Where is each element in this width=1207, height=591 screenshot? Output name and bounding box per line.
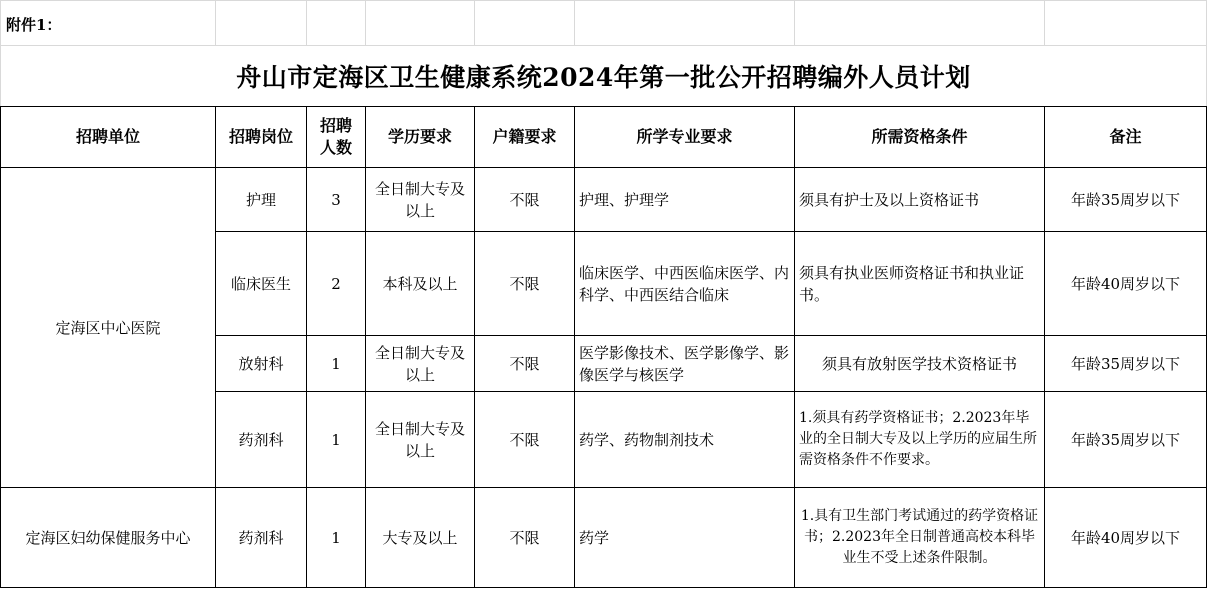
residence-cell: 不限 [475,488,575,588]
table-row [1,488,1207,588]
residence-cell: 不限 [475,392,575,488]
unit-cell: 定海区妇幼保健服务中心 [1,488,216,588]
education-cell: 全日制大专及以上 [366,392,475,488]
count-cell: 1 [307,336,366,392]
table-row [1,168,1207,232]
qualification-cell: 须具有放射医学技术资格证书 [795,336,1045,392]
header-qualification: 所需资格条件 [795,107,1045,168]
position-cell: 药剂科 [216,488,307,588]
position-cell: 药剂科 [216,392,307,488]
major-cell: 药学 [575,488,795,588]
unit-cell: 定海区中心医院 [1,168,216,488]
major-cell: 临床医学、中西医临床医学、内科学、中西医结合临床 [575,232,795,336]
header-residence: 户籍要求 [475,107,575,168]
count-cell: 1 [307,488,366,588]
header-major: 所学专业要求 [575,107,795,168]
major-cell: 医学影像技术、医学影像学、影像医学与核医学 [575,336,795,392]
remarks-cell: 年龄35周岁以下 [1045,168,1207,232]
remarks-cell: 年龄35周岁以下 [1045,336,1207,392]
residence-cell: 不限 [475,168,575,232]
header-count: 招聘人数 [307,107,366,168]
remarks-cell: 年龄40周岁以下 [1045,232,1207,336]
education-cell: 全日制大专及以上 [366,168,475,232]
page-title: 舟山市定海区卫生健康系统2024年第一批公开招聘编外人员计划 [236,63,971,92]
education-cell: 全日制大专及以上 [366,336,475,392]
remarks-cell: 年龄35周岁以下 [1045,392,1207,488]
count-cell: 3 [307,168,366,232]
education-cell: 大专及以上 [366,488,475,588]
header-position: 招聘岗位 [216,107,307,168]
qualification-cell: 须具有执业医师资格证书和执业证书。 [795,232,1045,336]
header-remarks: 备注 [1045,107,1207,168]
major-cell: 药学、药物制剂技术 [575,392,795,488]
residence-cell: 不限 [475,232,575,336]
count-cell: 2 [307,232,366,336]
major-cell: 护理、护理学 [575,168,795,232]
table-header-row [1,107,1207,168]
qualification-cell: 须具有护士及以上资格证书 [795,168,1045,232]
attachment-label: 附件1： [6,16,62,34]
qualification-cell: 1.具有卫生部门考试通过的药学资格证书；2.2023年全日制普通高校本科毕业生不受上述条件限制。 [795,488,1045,588]
position-cell: 放射科 [216,336,307,392]
count-cell: 1 [307,392,366,488]
header-unit: 招聘单位 [1,107,216,168]
residence-cell: 不限 [475,336,575,392]
remarks-cell: 年龄40周岁以下 [1045,488,1207,588]
recruitment-table [0,106,1207,588]
education-cell: 本科及以上 [366,232,475,336]
header-education: 学历要求 [366,107,475,168]
qualification-cell: 1.须具有药学资格证书；2.2023年毕业的全日制大专及以上学历的应届生所需资格条件不作要求。 [795,392,1045,488]
position-cell: 护理 [216,168,307,232]
position-cell: 临床医生 [216,232,307,336]
